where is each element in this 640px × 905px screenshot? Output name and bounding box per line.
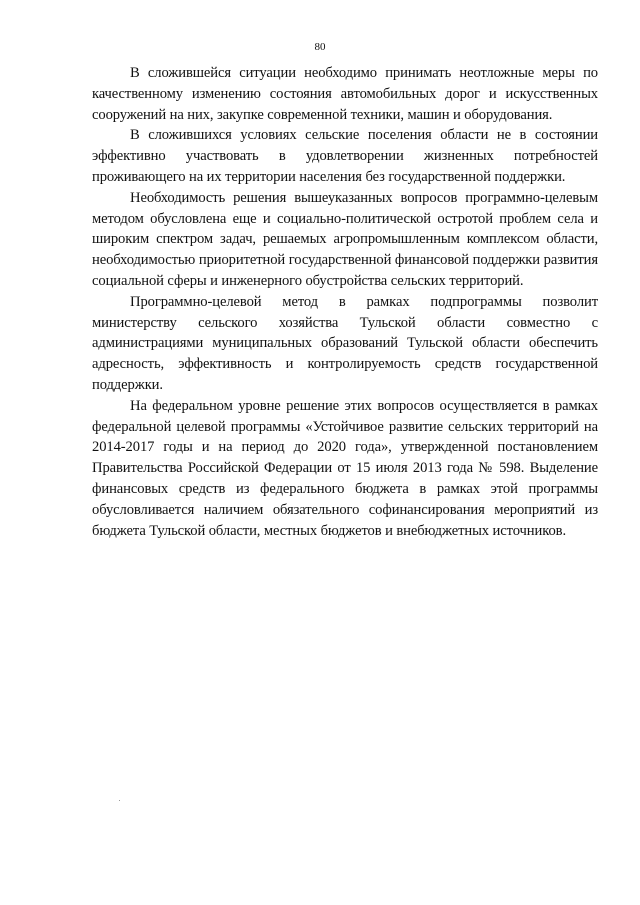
paragraph-federal-program: На федеральном уровне решение этих вопросов осуществляется в рамках федеральной целевой программы «Устойчивое развитие сельских территорий на 2014-2017 годы и на период до 2020 года», утвержденной постановлением Правительства Российской Федерации от 15 июля 2013 года № 598. Выделение финансовых средств из федерального бюджета в рамках этой программы обусловливается наличием обязательного софинансирования мероприятий из бюджета Тульской области, местных бюджетов и внебюджетных источников.: [92, 397, 598, 539]
document-body: [92, 63, 598, 541]
page-number: 80: [314, 41, 326, 53]
paragraph-program-method-necessity: Необходимость решения вышеуказанных вопросов программно-целевым методом обусловлена еще и социально-политической остротой проблем села и широким спектром задач, решаемых агропромышленным комплексом области, необходимостью приоритетной государственной финансовой поддержки развития социальной сферы и инженерного обустройства сельских территорий.: [92, 189, 598, 289]
paragraph-program-method-benefits: Программно-целевой метод в рамках подпрограммы позволит министерству сельского хозяйства Тульской области совместно с администрациями муниципальных образований Тульской области обеспечить адресность, эффективность и контролируемость средств государственной поддержки.: [92, 293, 598, 393]
scan-speck: [119, 800, 120, 801]
paragraph-rural-settlements: В сложившихся условиях сельские поселения области не в состоянии эффективно участвовать в удовлетворении жизненных потребностей проживающего на их территории населения без государственной поддержки.: [92, 127, 598, 185]
paragraph-urgent-measures: В сложившейся ситуации необходимо принимать неотложные меры по качественному изменению состояния автомобильных дорог и искусственных сооружений на них, закупке современной техники, машин и оборудования.: [92, 65, 598, 123]
